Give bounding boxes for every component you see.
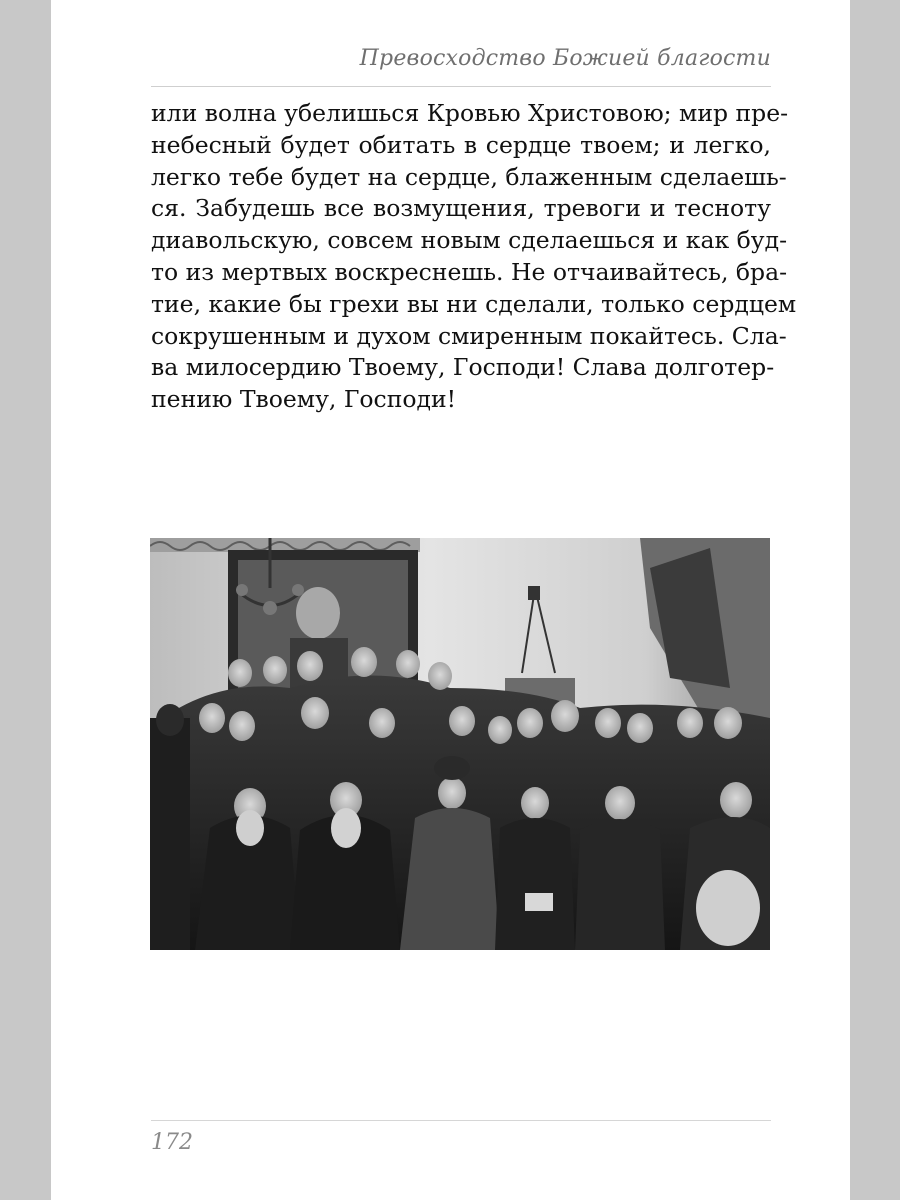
text-line: тие, какие бы грехи вы ни сделали, только сердцем [151, 289, 797, 318]
book-page [51, 0, 850, 1200]
text-line: легко тебе будет на сердце, блаженным сделаешь- [151, 162, 787, 191]
body-text [151, 98, 797, 416]
page-number: 172 [151, 1130, 193, 1155]
text-line: или волна убелишься Кровью Христовою; мир пре- [151, 99, 789, 127]
text-line: то из мертвых воскреснешь. Не отчаивайтесь, бра- [151, 257, 788, 286]
text-line: диавольскую, совсем новым сделаешься и как буд- [151, 226, 788, 255]
text-line: ся. Забудешь все возмущения, тревоги и тесноту [151, 194, 771, 223]
text-line: сокрушенным и духом смиренным покайтесь. Сла- [151, 321, 787, 350]
text-line: небесный будет обитать в сердце твоем; и легко, [151, 130, 771, 159]
text-line: ва милосердию Твоему, Господи! Слава долготер- [151, 353, 775, 382]
header-rule [151, 86, 771, 87]
running-head: Превосходство Божией благости [359, 46, 771, 71]
footer-rule [151, 1120, 771, 1121]
group-photograph [150, 538, 770, 950]
text-line: пению Твоему, Господи! [151, 385, 457, 414]
